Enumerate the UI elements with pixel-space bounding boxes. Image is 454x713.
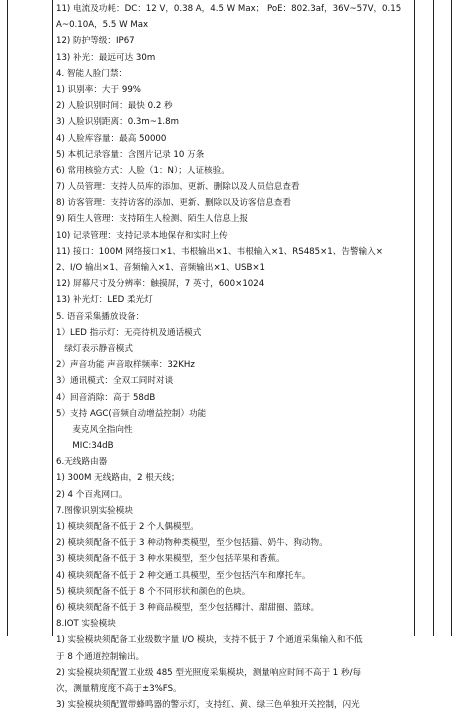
spec-line: 1) 300M 无线路由，2 根天线； [56,473,180,484]
section-heading: 8.IOT 实验模块 [56,619,116,630]
spec-line: 11) 电流及功耗：DC：12 V，0.38 A，4.5 W Max； PoE：802.3af，36V~57V，0.15 [56,4,402,14]
spec-line: 2) 模块须配备不低于 3 种动物种类模型，至少包括猫、奶牛、狗动物。 [56,538,328,549]
spec-line: 4) 模块须配备不低于 2 种交通工具模型，至少包括汽车和摩托车。 [56,570,311,581]
spec-line: 3) 模块须配备不低于 3 种水果模型，至少包括苹果和香蕉。 [56,554,285,565]
spec-line: 4) 人脸库容量：最高 50000 [56,133,167,144]
spec-cell [56,1,412,713]
spec-line: 3) 人脸识别距离：0.3m~1.8m [56,117,179,128]
spec-line: 13) 补光：最远可达 30m [56,52,156,63]
spec-line: 2、I/O 输出×1、音频输入×1、音频输出×1、USB×1 [56,263,266,273]
table-border-col1 [52,0,53,636]
spec-line: 8) 访客管理：支持访客的添加、更新、删除以及访客信息查看 [56,198,291,209]
spec-line: 1) 识别率：大于 99% [56,84,141,95]
table-border-col3 [433,0,434,636]
spec-line: 9) 陌生人管理：支持陌生人检测、陌生人信息上报 [56,214,249,225]
spec-line: 2）声音功能 声音取样频率：32KHz [56,360,195,371]
spec-line: 5) 本机记录容量：含图片记录 10 万条 [56,149,205,160]
spec-line: 7) 人员管理：支持人员库的添加、更新、删除以及人员信息查看 [56,182,300,193]
spec-line: 麦克风全指向性 [56,424,133,435]
spec-line: 5) 模块须配备不低于 8 个不同形状和颜色的色块。 [56,586,251,597]
section-heading: 4. 智能人脸门禁： [56,68,128,79]
spec-line: 4）回音消除：高于 58dB [56,392,156,403]
spec-line: 12) 防护等级：IP67 [56,36,135,47]
section-heading: 6.无线路由器 [56,457,108,468]
spec-line: 3）通讯模式：全双工同时对谈 [56,376,174,387]
spec-line: 5）支持 AGC(音频自动增益控制）功能 [56,408,207,419]
spec-line: 3) 实验模块须配置带蜂鸣器的警示灯，支持红、黄、绿三色单独开关控制，闪光 [56,700,360,711]
spec-line: A~0.10A，5.5 W Max [56,20,149,31]
spec-line: 1) 模块须配备不低于 2 个人偶模型。 [56,522,199,532]
spec-line: 次，测量精度度不高于±3%FS。 [56,683,182,694]
section-heading: 5. 语音采集播放设备： [56,311,145,322]
spec-line: 6) 常用核验方式：人脸（1：N）；人证核验。 [56,165,230,176]
spec-line: 12) 屏幕尺寸及分辨率：触摸屏，7 英寸，600×1024 [56,279,265,290]
spec-line: 2) 4 个百兆网口。 [56,489,128,500]
spec-line: 1) 实验模块须配备工业级数字量 I/O 模块，支持不低于 7 个通道采集输入和不低 [56,635,363,646]
spec-line: 于 8 个通道控制输出。 [56,651,145,662]
spec-line: 10) 记录管理：支持记录本地保存和实时上传 [56,230,228,241]
spec-line: MIC:34dB [56,441,114,452]
section-heading: 7.图像识别实验模块 [56,505,133,516]
spec-line: 1）LED 指示灯：无亮待机及通话模式 [56,327,202,338]
spec-line: 13) 补光灯：LED 柔光灯 [56,295,153,306]
spec-line: 2) 实验模块须配置工业级 485 型光照度采集模块，测量响应时间不高于 1 秒/每 [56,667,362,678]
table-border-col2 [414,0,415,636]
table-border-left [7,0,8,636]
spec-line: 11) 接口：100M 网络接口×1、韦根输出×1、韦根输入×1、RS485×1、告警输入× [56,246,383,257]
spec-line: 绿灯表示静音模式 [56,343,133,354]
table-border-right [451,0,452,636]
spec-line: 2) 人脸识别时间：最快 0.2 秒 [56,101,173,112]
spec-line: 6) 模块须配备不低于 3 种商品模型，至少包括椰汁、甜甜圈、篮球。 [56,602,320,613]
